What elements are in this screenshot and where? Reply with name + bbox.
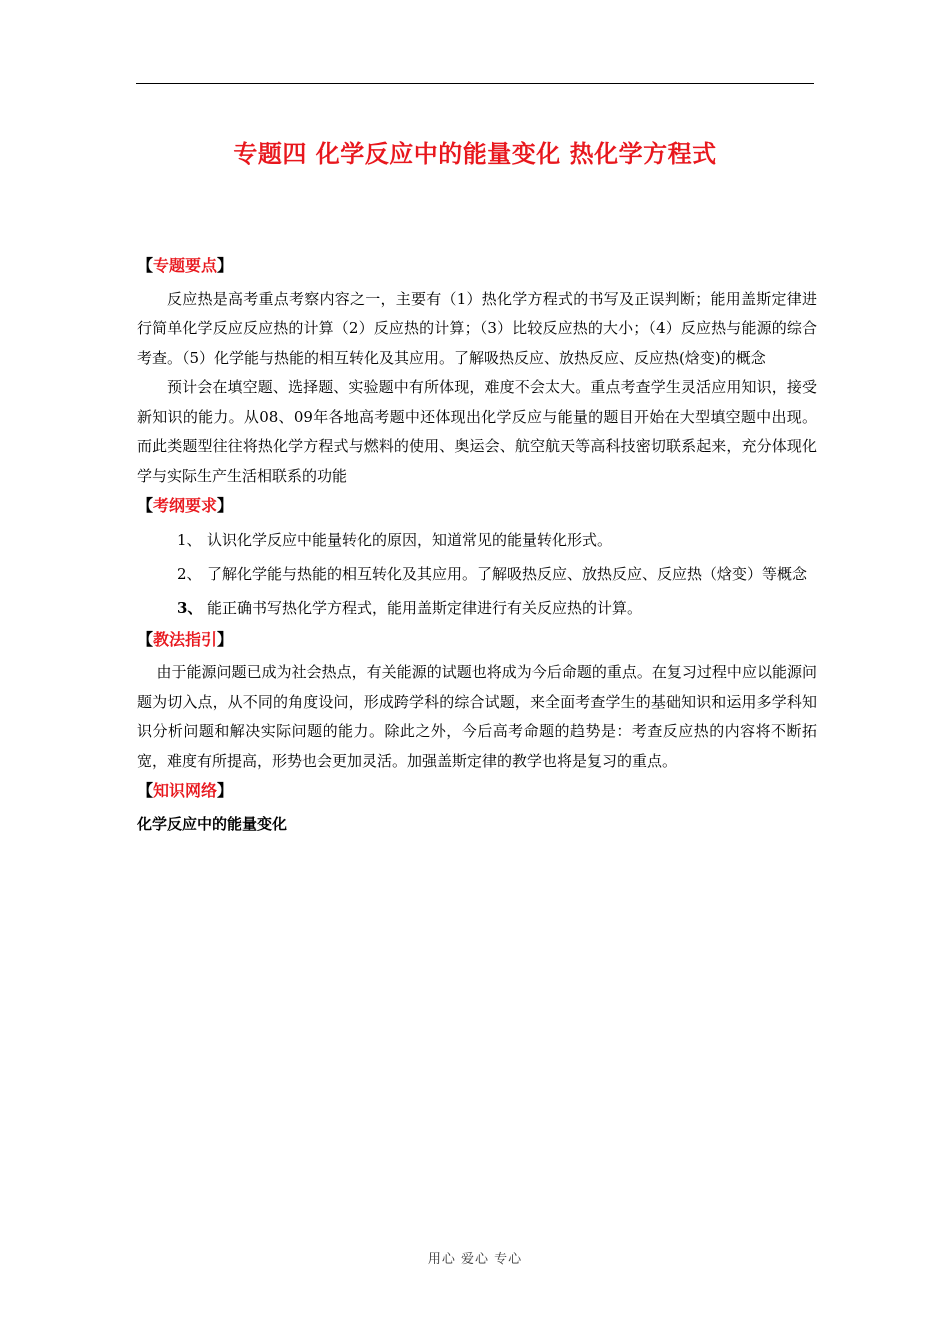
- list-item: [137, 591, 817, 625]
- list-item-text: 了解化学能与热能的相互转化及其应用。了解吸热反应、放热反应、反应热（焓变）等概念: [207, 564, 808, 583]
- bracket-open: 【: [137, 781, 154, 800]
- syllabus-list: [137, 523, 817, 625]
- bracket-open: 【: [137, 256, 154, 275]
- section-label: 专题要点: [153, 256, 218, 275]
- document-title: 专题四 化学反应中的能量变化 热化学方程式: [233, 140, 717, 168]
- section-label: 知识网络: [153, 781, 218, 800]
- list-item-text: 认识化学反应中能量转化的原因，知道常见的能量转化形式。: [207, 530, 613, 549]
- section-label: 教法指引: [153, 629, 218, 649]
- bracket-close: 】: [217, 256, 234, 275]
- bracket-open: 【: [137, 629, 154, 649]
- bracket-close: 】: [217, 629, 234, 649]
- list-item: [137, 557, 817, 591]
- section-heading-syllabus: [137, 491, 817, 521]
- bracket-open: 【: [137, 496, 154, 515]
- list-item-number: 2、: [177, 564, 202, 583]
- page-footer: 用心 爱心 专心: [427, 1252, 523, 1267]
- section-heading-key-points: [137, 251, 817, 281]
- bracket-close: 】: [217, 781, 234, 800]
- header-rule: [136, 83, 814, 84]
- knowledge-network-subheading: 化学反应中的能量变化: [137, 814, 288, 833]
- key-points-paragraph-2: 预计会在填空题、选择题、实验题中有所体现，难度不会太大。重点考查学生灵活应用知识，接受新知识的能力。从08、09年各地高考题中还体现出化学反应与能量的题目开始在大型填空题中出现。而此类题型往往将热化学方程式与燃料的使用、奥运会、航空航天等高科技密切联系起来，充分体现化学与实际生产生活相联系的功能: [137, 378, 817, 485]
- list-item: [137, 523, 817, 557]
- teaching-guide-paragraph: 由于能源问题已成为社会热点，有关能源的试题也将成为今后命题的重点。在复习过程中应以能源问题为切入点，从不同的角度设问，形成跨学科的综合试题，来全面考查学生的基础知识和运用多学科知识分析问题和解决实际问题的能力。除此之外，今后高考命题的趋势是：考查反应热的内容将不断拓宽，难度有所提高，形势也会更加灵活。加强盖斯定律的教学也将是复习的重点。: [137, 663, 817, 770]
- bracket-close: 】: [217, 496, 234, 515]
- document-body: [137, 251, 817, 839]
- list-item-text: 能正确书写热化学方程式，能用盖斯定律进行有关反应热的计算。: [207, 598, 643, 617]
- section-heading-teaching-guide: [137, 625, 817, 655]
- section-heading-knowledge-network: [137, 776, 817, 806]
- list-item-number: 3、: [177, 598, 203, 617]
- list-item-number: 1、: [177, 530, 202, 549]
- section-label: 考纲要求: [153, 496, 218, 515]
- key-points-paragraph-1: 反应热是高考重点考察内容之一，主要有（1）热化学方程式的书写及正误判断；能用盖斯定律进行简单化学反应反应热的计算（2）反应热的计算；（3）比较反应热的大小；（4）反应热与能源的综合考查。（5）化学能与热能的相互转化及其应用。了解吸热反应、放热反应、反应热(焓变)的概念: [137, 289, 817, 367]
